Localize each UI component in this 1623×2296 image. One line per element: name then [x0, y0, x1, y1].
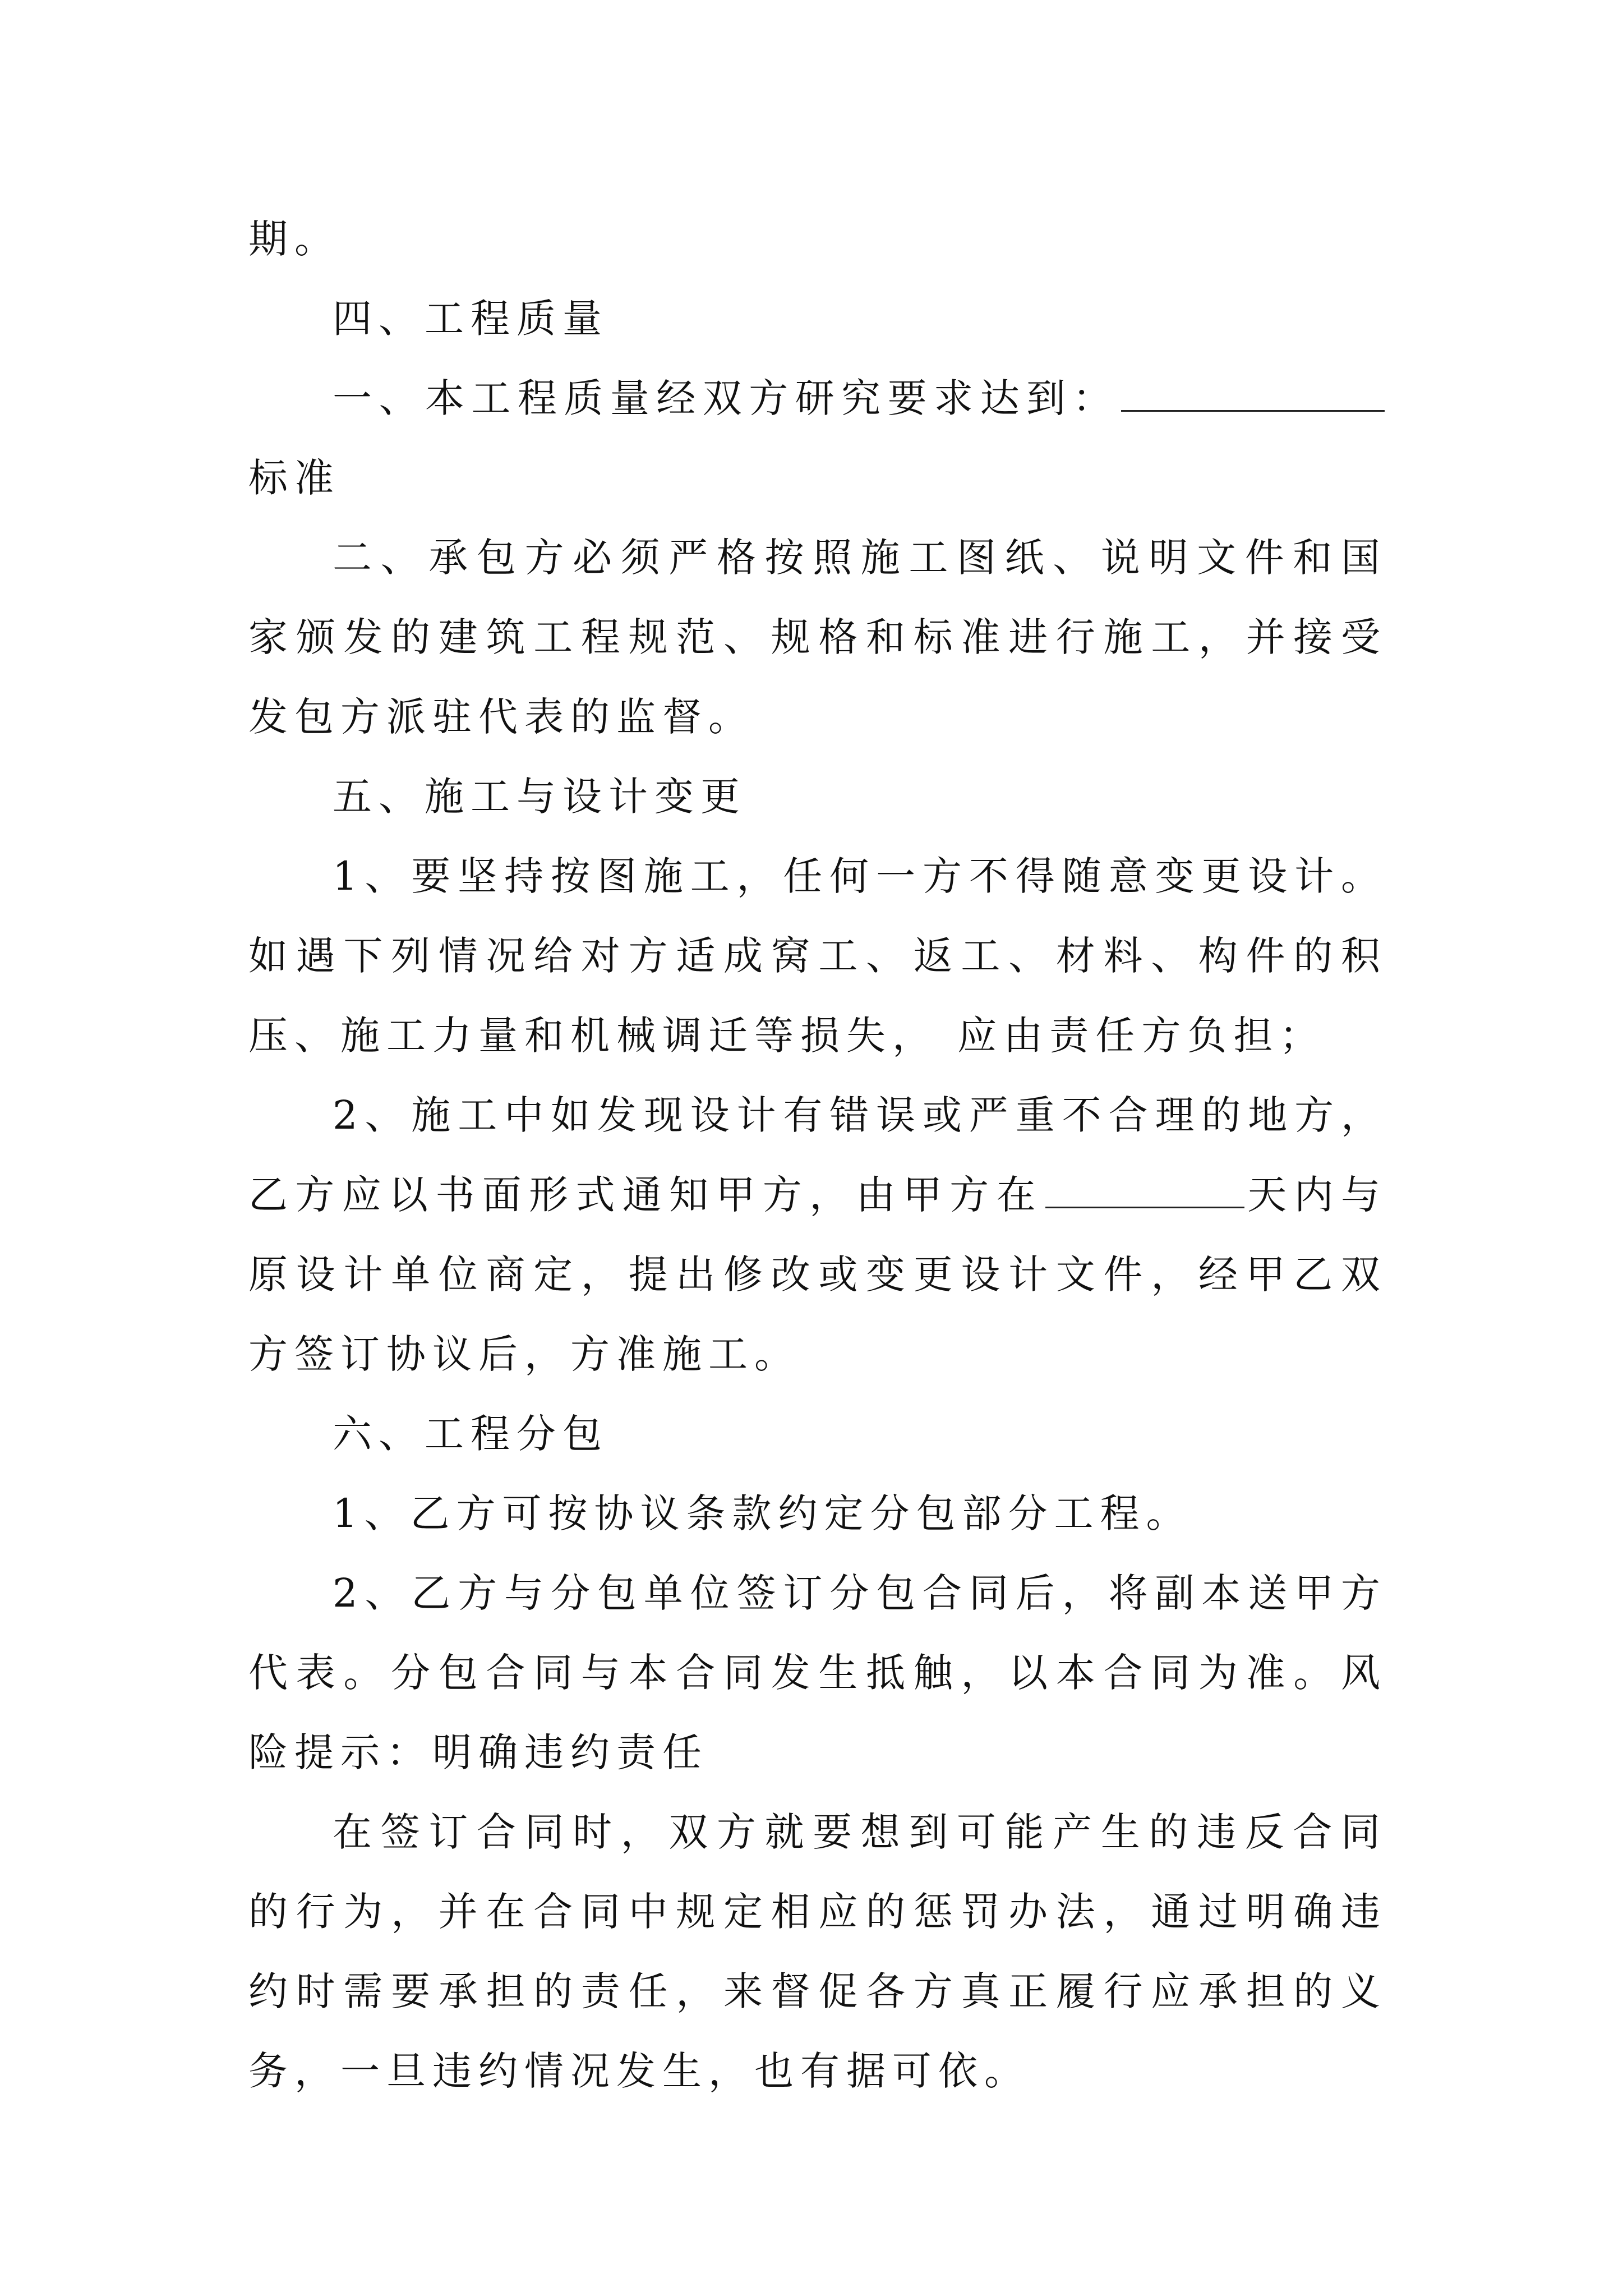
quality-standard-text: 一、本工程质量经双方研究要求达到：	[333, 375, 1119, 421]
document-page	[248, 199, 1387, 2111]
paragraph-continuation: 期。	[248, 216, 340, 262]
paragraph-subcontract-1: 1、乙方可按协议条款约定分包部分工程。	[333, 1490, 1192, 1536]
paragraph-design-rule-1: 1、要坚持按图施工，任何一方不得随意变更设计。如遇下列情况给对方适成窝工、返工、材料、构件的积压、施工力量和机械调迁等损失， 应由责任方负担；	[248, 853, 1387, 1059]
design-rule-2-text-a: 2、施工中如发现设计有错误或严重不合理的地方，乙方应以书面形式通知甲方，由甲方在	[248, 1092, 1387, 1218]
quality-standard-suffix: 标准	[248, 455, 340, 501]
paragraph-design-rule-2	[248, 1075, 1387, 1394]
section-heading-subcontract: 六、工程分包	[333, 1411, 608, 1457]
section-heading-quality: 四、工程质量	[333, 296, 608, 342]
design-rule-2-text-b: 天内与原设计单位商定，提出修改或变更设计文件，经甲乙双方签订协议后，方准施工。	[248, 1172, 1387, 1377]
paragraph-construction-compliance: 二、承包方必须严格按照施工图纸、说明文件和国家颁发的建筑工程规范、规格和标准进行施工，并接受发包方派驻代表的监督。	[248, 535, 1387, 740]
section-heading-design-change: 五、施工与设计变更	[333, 774, 746, 820]
paragraph-subcontract-2: 2、乙方与分包单位签订分包合同后，将副本送甲方代表。分包合同与本合同发生抵触，以本合同为准。风险提示：明确违约责任	[248, 1570, 1387, 1775]
paragraph-liability: 在签订合同时，双方就要想到可能产生的违反合同的行为，并在合同中规定相应的惩罚办法，通过明确违约时需要承担的责任，来督促各方真正履行应承担的义务，一旦违约情况发生，也有据可依。	[248, 1809, 1387, 2094]
quality-standard-blank	[1121, 376, 1385, 412]
days-blank	[1045, 1173, 1244, 1208]
paragraph-quality-standard	[248, 358, 1387, 518]
